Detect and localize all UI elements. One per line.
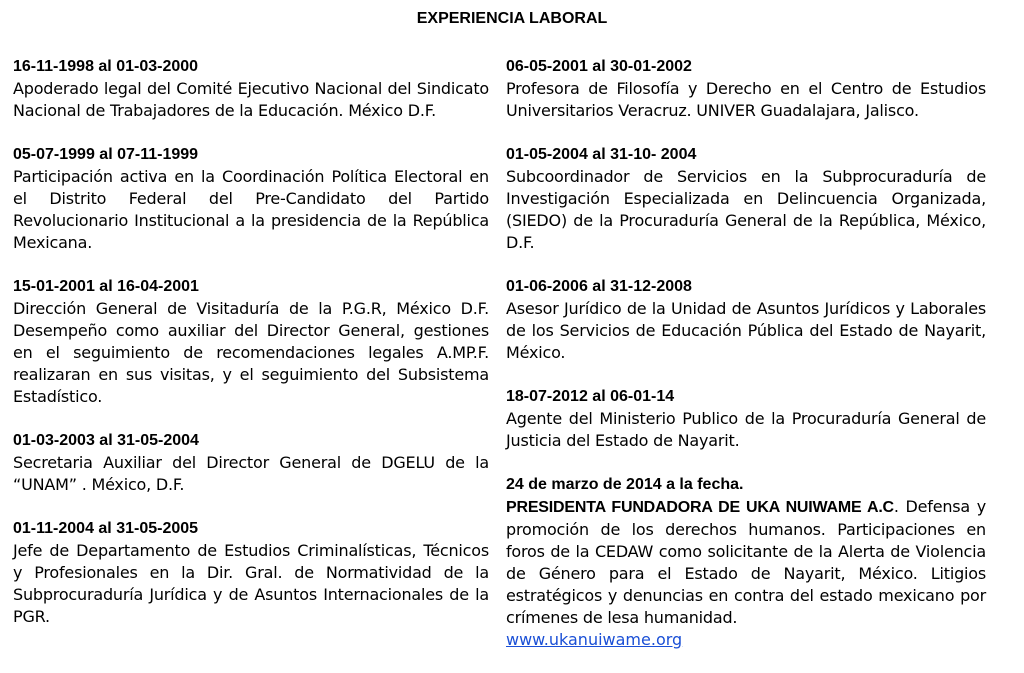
experience-entry — [506, 386, 986, 452]
current-experience-entry — [506, 474, 986, 651]
entry-date: 01-06-2006 al 31-12-2008 — [506, 278, 692, 295]
entry-description: Subcoordinador de Servicios en la Subprocuraduría de Investigación Especializada en Delincuencia Organizada, (SIEDO) de la Procuraduría General de la República, México, D.F. — [506, 167, 986, 252]
entry-date: 18-07-2012 al 06-01-14 — [506, 388, 675, 405]
entry-date: 24 de marzo de 2014 a la fecha. — [506, 476, 744, 493]
experience-entry — [506, 56, 986, 122]
entry-date: 06-05-2001 al 30-01-2002 — [506, 58, 692, 75]
entry-description — [506, 496, 986, 629]
experience-entry — [13, 430, 489, 496]
entry-description: Participación activa en la Coordinación Política Electoral en el Distrito Federal del Pre-Candidato del Partido Revolucionario Institucional a la presidencia de la República Mexicana. — [13, 167, 489, 252]
entry-role-description: . Defensa y promoción de los derechos humanos. Participaciones en foros de la CEDAW como solicitante de la Alerta de Violencia de Género para el Estado de Nayarit, México. Litigios estratégicos y denuncias en contra del estado mexicano por crímenes de lesa humanidad. — [506, 497, 986, 627]
right-column — [506, 56, 986, 673]
experience-entry — [506, 276, 986, 364]
entry-role: PRESIDENTA FUNDADORA DE UKA NUIWAME A.C — [506, 499, 894, 516]
entry-description: Secretaria Auxiliar del Director General de DGELU de la “UNAM” . México, D.F. — [13, 453, 489, 494]
experience-entry — [13, 276, 489, 408]
page-title: EXPERIENCIA LABORAL — [416, 10, 608, 27]
left-column — [13, 56, 489, 650]
entry-date: 15-01-2001 al 16-04-2001 — [13, 278, 199, 295]
entry-date: 01-11-2004 al 31-05-2005 — [13, 520, 199, 537]
entry-description: Dirección General de Visitaduría de la P.G.R, México D.F. Desempeño como auxiliar del Director General, gestiones en el seguimiento de recomendaciones legales A.MP.F. realizaran en sus visitas, y el seguimiento del Subsistema Estadístico. — [13, 299, 489, 406]
experience-entry — [506, 144, 986, 254]
experience-entry — [13, 56, 489, 122]
website-link[interactable]: www.ukanuiwame.org — [506, 630, 683, 649]
entry-description: Jefe de Departamento de Estudios Criminalísticas, Técnicos y Profesionales en la Dir. Gral. de Normatividad de la Subprocuraduría Jurídica y de Asuntos Internacionales de la PGR. — [13, 541, 489, 626]
entry-date: 16-11-1998 al 01-03-2000 — [13, 58, 199, 75]
entry-description: Profesora de Filosofía y Derecho en el Centro de Estudios Universitarios Veracruz. UNIVER Guadalajara, Jalisco. — [506, 79, 986, 120]
entry-description: Apoderado legal del Comité Ejecutivo Nacional del Sindicato Nacional de Trabajadores de la Educación. México D.F. — [13, 79, 489, 120]
entry-date: 01-05-2004 al 31-10- 2004 — [506, 146, 697, 163]
entry-description: Agente del Ministerio Publico de la Procuraduría General de Justicia del Estado de Nayarit. — [506, 409, 986, 450]
entry-date: 05-07-1999 al 07-11-1999 — [13, 146, 199, 163]
entry-description: Asesor Jurídico de la Unidad de Asuntos Jurídicos y Laborales de los Servicios de Educación Pública del Estado de Nayarit, México. — [506, 299, 986, 362]
entry-date: 01-03-2003 al 31-05-2004 — [13, 432, 199, 449]
experience-entry — [13, 518, 489, 628]
experience-entry — [13, 144, 489, 254]
